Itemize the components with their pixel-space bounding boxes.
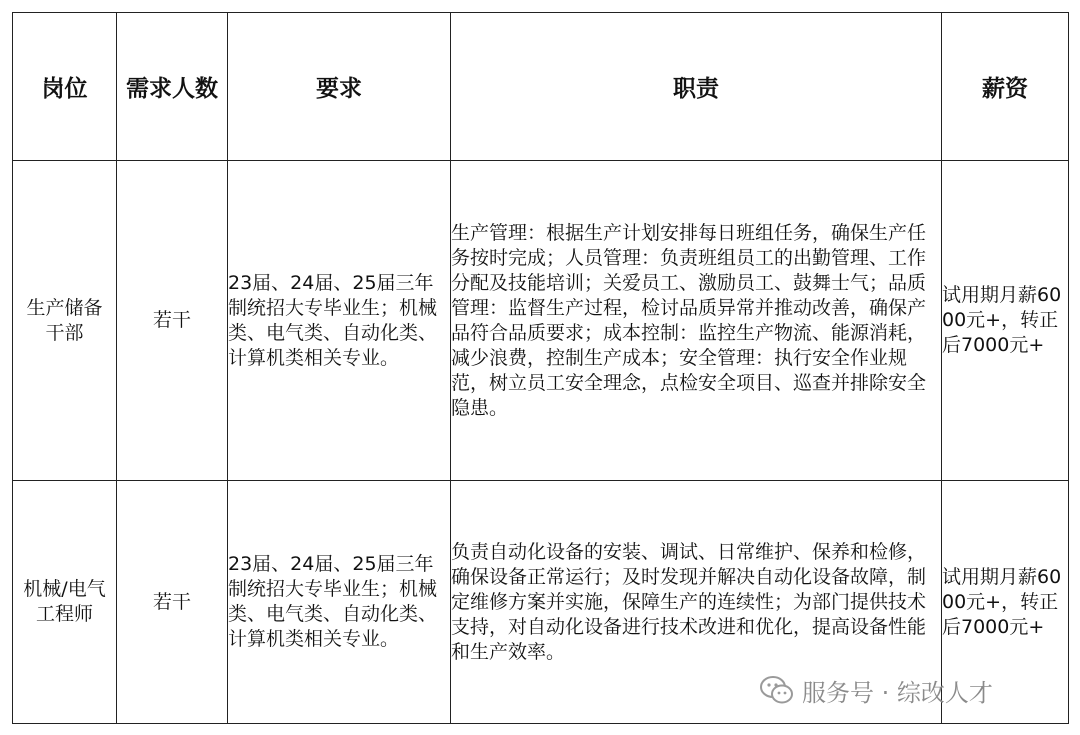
requirements-text: 23届、24届、25届三年制统招大专毕业生；机械类、电气类、自动化类、计算机类相关专业。 [228,553,438,650]
wechat-icon [760,675,794,705]
duties-text: 负责自动化设备的安装、调试、日常维护、保养和检修，确保设备正常运行；及时发现并解决自动化设备故障，制定维修方案并实施，保障生产的连续性；为部门提供技术支持，对自动化设备进行技术改进和优化，提高设备性能和生产效率。 [451,540,927,663]
salary-cell [942,161,1069,481]
header-position: 岗位 [13,13,117,161]
header-duties: 职责 [451,13,942,161]
position-cell [13,481,117,724]
duties-text: 生产管理：根据生产计划安排每日班组任务，确保生产任务按时完成；人员管理：负责班组员工的出勤管理、工作分配及技能培训；关爱员工、激励员工、鼓舞士气；品质管理：监督生产过程，检讨品质异常并推动改善，确保产品符合品质要求；成本控制：监控生产物流、能源消耗，减少浪费，控制生产成本；安全管理：执行安全作业规范，树立员工安全理念，点检安全项目、巡查并排除安全隐患。 [451,221,927,419]
position-cell [13,161,117,481]
salary-text: 试用期月薪6000元+，转正后7000元+ [942,565,1062,638]
watermark [760,672,993,708]
table-row [13,161,1069,481]
requirements-text: 23届、24届、25届三年制统招大专毕业生；机械类、电气类、自动化类、计算机类相关专业。 [228,271,438,369]
count-text: 若干 [152,309,191,331]
duties-cell [451,161,942,481]
count-text: 若干 [152,590,191,613]
requirements-cell [228,161,451,481]
salary-text: 试用期月薪6000元+，转正后7000元+ [942,284,1062,356]
position-text: 生产储备干部 [26,296,103,344]
count-cell [117,481,228,724]
header-count: 需求人数 [117,13,228,161]
requirements-cell [228,481,451,724]
position-text: 机械/电气工程师 [23,578,106,625]
header-salary: 薪资 [942,13,1069,161]
count-cell [117,161,228,481]
recruitment-table [12,12,1069,724]
header-requirements: 要求 [228,13,451,161]
watermark-text: 服务号 · 综改人才 [802,678,993,707]
table-header-row [13,13,1069,161]
